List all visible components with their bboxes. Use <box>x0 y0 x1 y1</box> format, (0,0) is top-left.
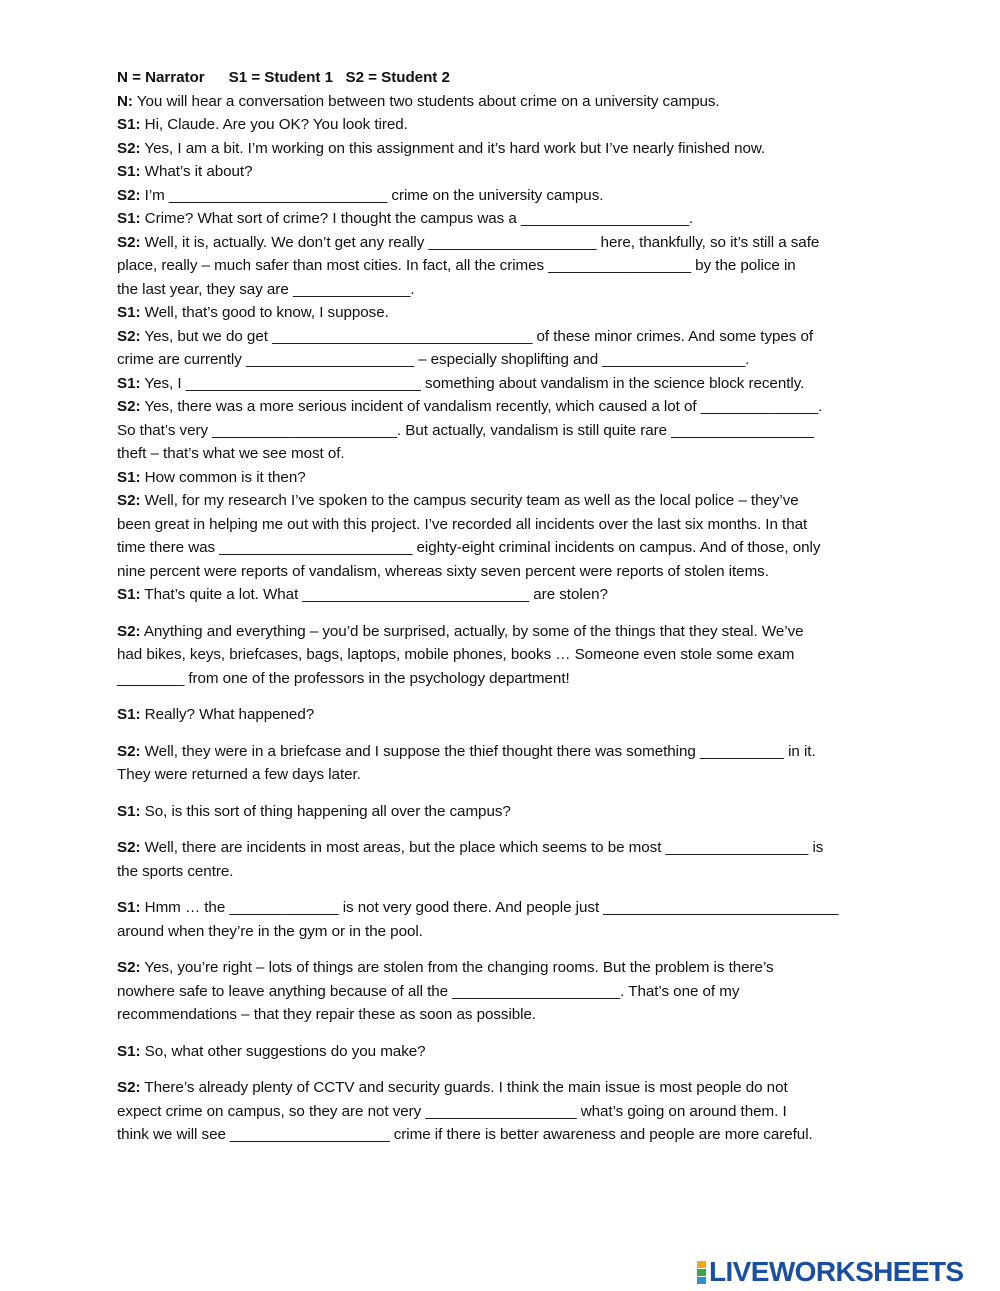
speaker-label: S2: <box>117 492 141 509</box>
dialogue-line <box>117 740 892 764</box>
dialogue-text: Yes, you’re right – lots of things are stolen from the changing rooms. But the problem is there’s <box>144 959 774 976</box>
paragraph-spacer <box>117 727 892 740</box>
dialogue-text: place, really – much safer than most cities. In fact, all the crimes _________________ by the police in <box>117 257 796 274</box>
dialogue-line <box>117 1076 892 1100</box>
dialogue-line <box>117 1100 892 1124</box>
legend-narrator: N = Narrator <box>117 69 205 86</box>
logo-wordmark: LIVEWORKSHEETS <box>709 1256 964 1287</box>
dialogue-text: Really? What happened? <box>144 706 315 723</box>
dialogue-line <box>117 980 892 1004</box>
dialogue-line <box>117 1040 892 1064</box>
paragraph-spacer <box>117 823 892 836</box>
dialogue-line <box>117 231 892 255</box>
dialogue-line <box>117 1003 892 1027</box>
speaker-label: S2: <box>117 1079 141 1096</box>
dialogue-text: Well, that’s good to know, I suppose. <box>144 304 389 321</box>
speaker-legend <box>117 66 892 90</box>
dialogue-line <box>117 442 892 466</box>
speaker-label: S1: <box>117 210 141 227</box>
dialogue-line <box>117 836 892 860</box>
dialogue-line <box>117 763 892 787</box>
dialogue-text: Well, it is, actually. We don’t get any really ____________________ here, thankfully, so it’s still a safe <box>144 233 820 251</box>
dialogue-line <box>117 920 892 944</box>
dialogue-text: crime are currently ____________________ – especially shoplifting and _________________. <box>117 351 750 368</box>
speaker-label: S1: <box>117 374 141 392</box>
dialogue-text: They were returned a few days later. <box>117 766 361 783</box>
dialogue-line <box>117 372 892 396</box>
dialogue-line <box>117 419 892 443</box>
dialogue-line <box>117 184 892 208</box>
dialogue-text: Hi, Claude. Are you OK? You look tired. <box>144 116 408 133</box>
dialogue-line <box>117 896 892 920</box>
dialogue-text: How common is it then? <box>144 468 306 486</box>
dialogue-line <box>117 560 892 584</box>
dialogue-line <box>117 956 892 980</box>
speaker-label: S2: <box>117 139 141 157</box>
dialogue-text: Well, for my research I’ve spoken to the campus security team as well as the local police – they’ve <box>144 492 799 509</box>
dialogue-line <box>117 278 892 302</box>
dialogue-line <box>117 160 892 184</box>
speaker-label: S2: <box>117 839 141 856</box>
paragraph-spacer <box>117 1027 892 1040</box>
dialogue-text: think we will see ___________________ crime if there is better awareness and people are more careful. <box>117 1126 813 1143</box>
dialogue-line <box>117 301 892 325</box>
speaker-label: S2: <box>117 186 141 204</box>
worksheet-page <box>117 66 892 1147</box>
dialogue-text: I’m __________________________ crime on the university campus. <box>144 186 604 204</box>
dialogue-text: So, is this sort of thing happening all over the campus? <box>144 802 511 820</box>
dialogue-line <box>117 466 892 490</box>
paragraph-spacer <box>117 607 892 620</box>
dialogue-text: recommendations – that they repair these as soon as possible. <box>117 1006 537 1023</box>
speaker-label: S2: <box>117 959 141 976</box>
paragraph-spacer <box>117 943 892 956</box>
speaker-label: S1: <box>117 802 141 820</box>
paragraph-spacer <box>117 787 892 800</box>
dialogue-text: the last year, they say are ______________. <box>117 280 415 298</box>
speaker-label: S2: <box>117 233 141 251</box>
dialogue-line <box>117 667 892 691</box>
dialogue-text: Hmm … the _____________ is not very good there. And people just ____________________________ <box>144 899 839 916</box>
speaker-label: S1: <box>117 706 141 723</box>
dialogue-text: had bikes, keys, briefcases, bags, laptops, mobile phones, books … Someone even stole some exam <box>117 646 795 663</box>
speaker-label: S2: <box>117 398 141 415</box>
dialogue-line <box>117 325 892 349</box>
liveworksheets-logo <box>697 1257 993 1287</box>
logo-mark-icon <box>697 1261 706 1284</box>
dialogue-transcript <box>117 90 892 1147</box>
dialogue-text: Anything and everything – you’d be surprised, actually, by some of the things that they steal. We’ve <box>143 622 804 640</box>
dialogue-line <box>117 137 892 161</box>
speaker-label: S1: <box>117 304 141 321</box>
dialogue-line <box>117 207 892 231</box>
dialogue-line <box>117 348 892 372</box>
dialogue-text: What’s it about? <box>144 163 253 180</box>
dialogue-text: So that’s very ______________________. But actually, vandalism is still quite rare _________________ <box>117 421 814 439</box>
dialogue-text: around when they’re in the gym or in the pool. <box>117 922 423 940</box>
legend-student-2: S2 = Student 2 <box>345 69 450 86</box>
dialogue-line <box>117 395 892 419</box>
speaker-label: S1: <box>117 899 141 916</box>
speaker-label: S1: <box>117 116 141 133</box>
dialogue-text: Well, there are incidents in most areas, but the place which seems to be most _________________ is <box>144 839 824 856</box>
paragraph-spacer <box>117 1063 892 1076</box>
dialogue-line <box>117 113 892 137</box>
paragraph-spacer <box>117 690 892 703</box>
dialogue-line <box>117 860 892 884</box>
dialogue-line <box>117 536 892 560</box>
dialogue-line <box>117 254 892 278</box>
dialogue-text: There’s already plenty of CCTV and security guards. I think the main issue is most people do not <box>144 1079 788 1096</box>
speaker-label: S2: <box>117 327 141 345</box>
dialogue-line <box>117 1123 892 1147</box>
dialogue-line <box>117 583 892 607</box>
speaker-label: N: <box>117 92 133 110</box>
dialogue-text: Yes, I am a bit. I’m working on this assignment and it’s hard work but I’ve nearly finished now. <box>144 139 766 157</box>
dialogue-text: been great in helping me out with this project. I’ve recorded all incidents over the last six months. In that <box>117 515 808 533</box>
dialogue-line <box>117 489 892 513</box>
dialogue-text: Yes, but we do get _______________________________ of these minor crimes. And some types of <box>144 327 814 345</box>
speaker-label: S2: <box>117 622 141 640</box>
dialogue-text: time there was _______________________ eighty-eight criminal incidents on campus. And of those, only <box>117 539 821 556</box>
dialogue-text: Well, they were in a briefcase and I suppose the thief thought there was something __________ in it. <box>144 742 816 760</box>
speaker-label: S2: <box>117 742 141 760</box>
dialogue-line <box>117 620 892 644</box>
paragraph-spacer <box>117 883 892 896</box>
speaker-label: S1: <box>117 468 141 486</box>
speaker-label: S1: <box>117 586 141 603</box>
dialogue-text: the sports centre. <box>117 862 234 880</box>
legend-student-1: S1 = Student 1 <box>228 69 333 86</box>
speaker-label: S1: <box>117 163 141 180</box>
dialogue-text: Yes, I ____________________________ something about vandalism in the science block recently. <box>144 374 805 392</box>
dialogue-text: Yes, there was a more serious incident of vandalism recently, which caused a lot of ______________. <box>144 398 823 415</box>
dialogue-text: nine percent were reports of vandalism, whereas sixty seven percent were reports of stolen items. <box>117 562 769 580</box>
dialogue-text: Crime? What sort of crime? I thought the campus was a ____________________. <box>144 210 694 227</box>
dialogue-text: nowhere safe to leave anything because of all the ____________________. That’s one of my <box>117 982 740 1000</box>
dialogue-line <box>117 513 892 537</box>
dialogue-line <box>117 90 892 114</box>
dialogue-line <box>117 800 892 824</box>
dialogue-line <box>117 643 892 667</box>
speaker-label: S1: <box>117 1042 141 1060</box>
dialogue-line <box>117 703 892 727</box>
dialogue-text: ________ from one of the professors in the psychology department! <box>117 669 570 687</box>
dialogue-text: You will hear a conversation between two students about crime on a university campus. <box>136 92 720 110</box>
dialogue-text: That’s quite a lot. What ___________________________ are stolen? <box>144 586 608 603</box>
dialogue-text: So, what other suggestions do you make? <box>144 1042 426 1060</box>
dialogue-text: theft – that’s what we see most of. <box>117 445 345 462</box>
dialogue-text: expect crime on campus, so they are not very __________________ what’s going on around them. I <box>117 1102 787 1120</box>
